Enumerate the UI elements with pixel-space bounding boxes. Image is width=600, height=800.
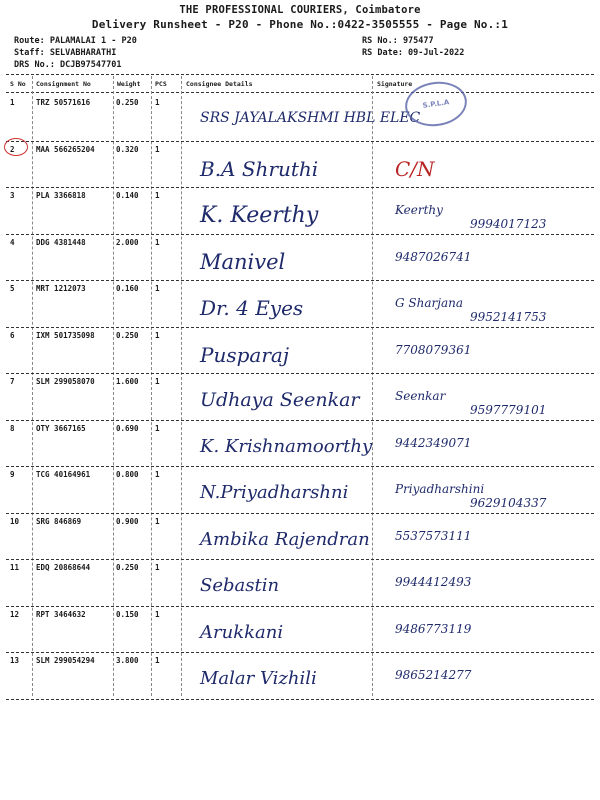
signature-text: Keerthy [395, 203, 443, 217]
signature-text: Priyadharshini [395, 482, 485, 496]
row-pcs: 1 [155, 191, 160, 200]
route-label: Route: PALAMALAI 1 - P20 [14, 36, 137, 46]
signature-phone: 9952141753 [470, 310, 547, 324]
row-sno: 1 [10, 98, 15, 107]
row-weight: 0.900 [116, 516, 139, 526]
column-divider [181, 76, 182, 696]
column-header-pcs: PCS [155, 80, 167, 88]
column-header-weight: Weight [117, 80, 141, 88]
row-pcs: 1 [155, 237, 160, 247]
row-weight: 0.250 [116, 563, 139, 572]
staff-label: Staff: SELVABHARATHI [14, 48, 117, 58]
row-pcs: 1 [155, 377, 160, 386]
row-separator [6, 559, 594, 560]
row-2-circle-mark [4, 138, 28, 156]
row-sno: 4 [10, 237, 15, 247]
row-sno: 11 [10, 563, 20, 572]
signature-text: 5537573111 [395, 528, 472, 543]
row-consignment-no: SRG 846869 [36, 516, 82, 526]
row-separator [6, 652, 594, 653]
row-weight: 0.690 [116, 423, 139, 433]
consignee-name: K. Krishnamoorthy [200, 435, 373, 457]
row-pcs: 1 [155, 98, 160, 107]
signature-text: C/N [395, 156, 435, 181]
row-sno: 13 [10, 656, 20, 665]
row-weight: 2.000 [116, 237, 139, 247]
signature-text: 9487026741 [395, 249, 472, 264]
row-consignment-no: MAA 566265204 [36, 144, 95, 154]
row-pcs: 1 [155, 656, 160, 665]
row-weight: 0.160 [116, 284, 139, 293]
row-consignment-no: MRT 1212073 [36, 284, 86, 293]
row-consignment-no: EDQ 20868644 [36, 563, 91, 572]
signature-text: 9486773119 [395, 621, 472, 636]
drs-label: DRS No.: DCJB97547701 [14, 60, 122, 70]
consignee-name: B.A Shruthi [200, 156, 319, 181]
signature-text: G Sharjana [395, 296, 463, 310]
row-sno: 8 [10, 423, 15, 433]
row-sno: 6 [10, 330, 15, 340]
consignee-name: SRS JAYALAKSHMI HBL ELEC [200, 110, 421, 126]
row-weight: 1.600 [116, 377, 139, 386]
column-header-consignee: Consignee Details [186, 80, 253, 88]
consignee-name: Manivel [200, 249, 286, 274]
runsheet-subtitle: Delivery Runsheet - P20 - Phone No.:0422-3505555 - Page No.:1 [91, 18, 509, 31]
row-separator [6, 280, 594, 281]
row-consignment-no: TCG 40164961 [36, 470, 91, 479]
row-sno: 5 [10, 284, 15, 293]
column-divider [372, 76, 373, 696]
column-header-rule [6, 92, 594, 93]
signature-text: 9865214277 [395, 668, 472, 682]
signature-text: 9944412493 [395, 575, 472, 589]
consignee-name: Udhaya Seenkar [200, 389, 360, 411]
consignee-name: Sebastin [200, 575, 280, 596]
row-separator [6, 466, 594, 467]
signature-phone: 9629104337 [470, 496, 547, 510]
consignee-name: Dr. 4 Eyes [200, 296, 304, 320]
row-separator [6, 699, 594, 700]
row-weight: 0.140 [116, 191, 139, 200]
row-pcs: 1 [155, 423, 160, 433]
row-weight: 0.800 [116, 470, 139, 479]
row-separator [6, 420, 594, 421]
signature-phone: 9994017123 [470, 217, 547, 231]
row-consignment-no: IXM 501735098 [36, 330, 95, 340]
row-separator [6, 234, 594, 235]
row-separator [6, 141, 594, 142]
row-sno: 3 [10, 191, 15, 200]
column-header-signature: Signature [377, 80, 413, 88]
row-weight: 0.320 [116, 144, 139, 154]
row-consignment-no: TRZ 50571616 [36, 98, 91, 107]
row-sno: 9 [10, 470, 15, 479]
row-pcs: 1 [155, 516, 160, 526]
row-separator [6, 327, 594, 328]
signature-text: 7708079361 [395, 342, 472, 357]
row-pcs: 1 [155, 563, 160, 572]
row-weight: 0.250 [116, 98, 139, 107]
row-separator [6, 187, 594, 188]
delivery-stamp: S.P.L.A [402, 78, 470, 130]
consignee-name: Ambika Rajendran [200, 528, 370, 550]
row-sno: 7 [10, 377, 15, 386]
consignee-name: Malar Vizhili [200, 668, 317, 689]
consignee-name: Pusparaj [200, 342, 290, 367]
row-pcs: 1 [155, 144, 160, 154]
column-divider [151, 76, 152, 696]
row-consignment-no: SLM 299054294 [36, 656, 95, 665]
signature-text: Seenkar [395, 389, 446, 403]
rs-number: RS No.: 975477 [362, 36, 434, 46]
row-consignment-no: PLA 3366818 [36, 191, 86, 200]
consignee-name: N.Priyadharshni [200, 482, 349, 503]
row-pcs: 1 [155, 609, 160, 619]
row-consignment-no: OTY 3667165 [36, 423, 86, 433]
header-rule [6, 74, 594, 75]
row-weight: 3.800 [116, 656, 139, 665]
column-divider [113, 76, 114, 696]
row-separator [6, 606, 594, 607]
column-divider [32, 76, 33, 696]
signature-phone: 9597779101 [470, 403, 547, 417]
row-separator [6, 373, 594, 374]
rs-date: RS Date: 09-Jul-2022 [362, 48, 465, 58]
row-sno: 10 [10, 516, 20, 526]
row-pcs: 1 [155, 284, 160, 293]
row-weight: 0.150 [116, 609, 139, 619]
row-sno: 2 [10, 144, 15, 154]
row-pcs: 1 [155, 330, 160, 340]
column-header-consignment: Consignment No [36, 80, 91, 88]
row-consignment-no: DDG 4381448 [36, 237, 86, 247]
column-header-sno: S No [10, 80, 26, 88]
row-weight: 0.250 [116, 330, 139, 340]
row-pcs: 1 [155, 470, 160, 479]
consignee-name: Arukkani [200, 621, 284, 643]
row-separator [6, 513, 594, 514]
row-sno: 12 [10, 609, 20, 619]
consignee-name: K. Keerthy [200, 203, 319, 228]
row-consignment-no: SLM 299058070 [36, 377, 95, 386]
signature-text: 9442349071 [395, 435, 472, 450]
runsheet-title: THE PROFESSIONAL COURIERS, Coimbatore [179, 4, 421, 16]
row-consignment-no: RPT 3464632 [36, 609, 86, 619]
